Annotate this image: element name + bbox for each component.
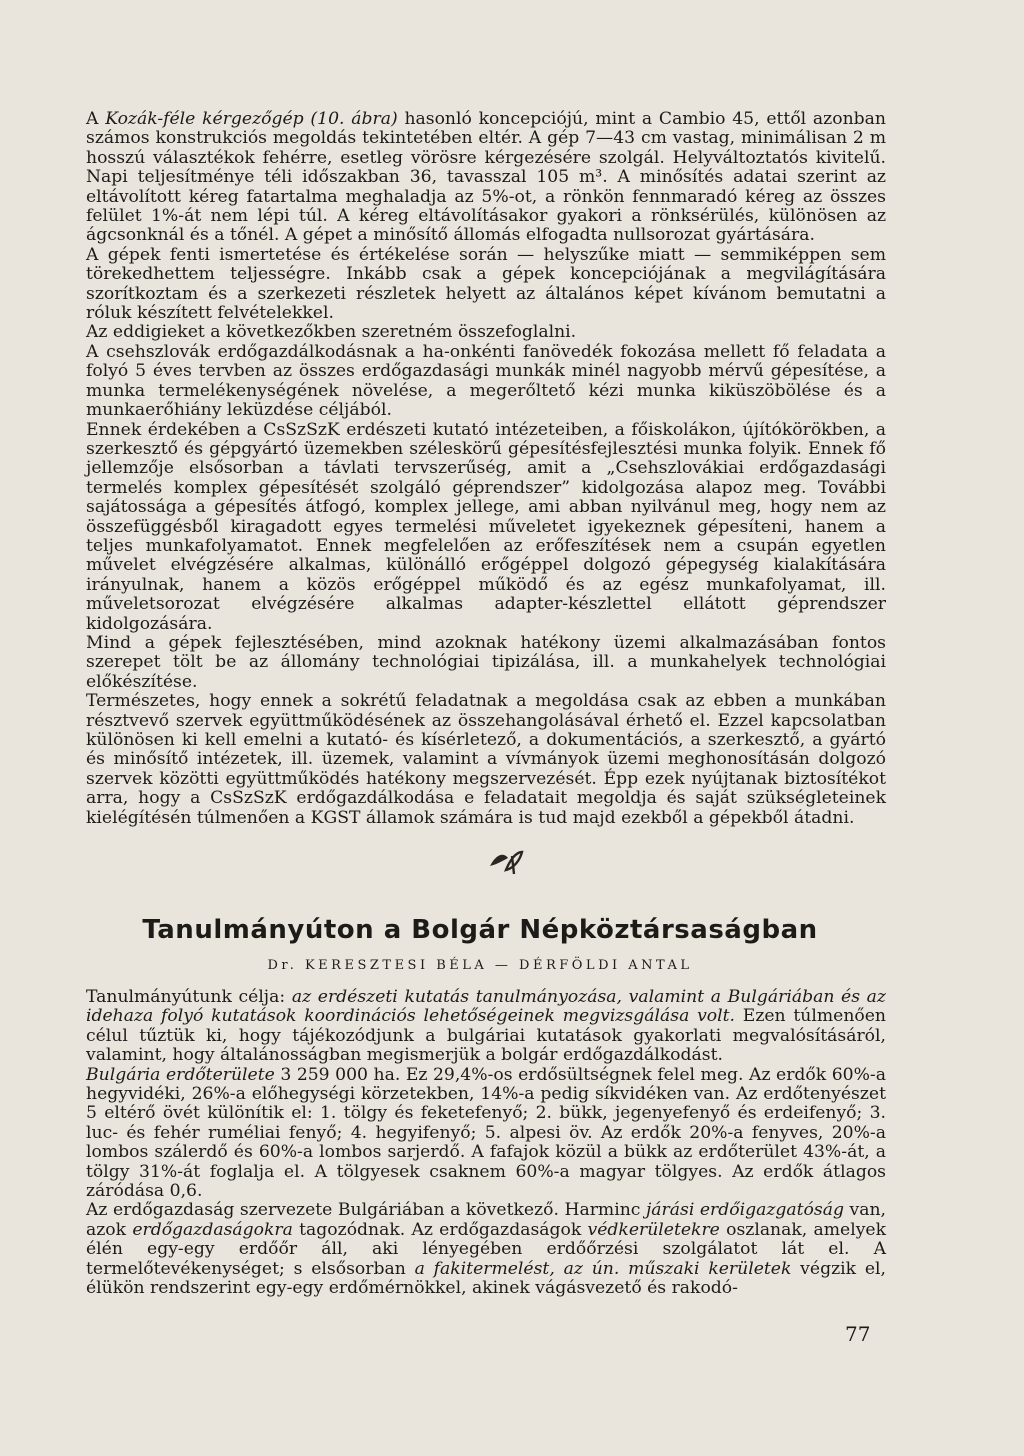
paragraph-6: Mind a gépek fejlesztésében, mind azoknak hatékony üzemi alkalmazásában fontos szerepet tölt be az állomány technológiai tipizálása, ill. a munkahelyek technológiai előkészítése. <box>86 632 886 692</box>
page-number: 77 <box>845 1322 871 1346</box>
italic-run: az erdészeti kutatás tanulmányozása, valamint a Bulgáriában és az idehaza folyó kutatások koordinációs lehetőségeinek megvizsgálása volt. <box>86 987 886 1027</box>
text-run: Tanulmányútunk célja: <box>86 987 292 1007</box>
machine-name: Kozák-féle kérgezőgép (10. ábra) <box>105 109 398 129</box>
text-run: 3 259 000 ha. Ez 29,4%-os erdősültségnek felel meg. Az erdők 60%-a hegyvidéki, 26%-a előhegységi körzetekben, 14%-a pedig síkvidéken van. Az erdőtenyészet 5 eltérő övét különítik el: 1. tölgy és feketefenyő; 2. bükk, jegenyefenyő és erdeifenyő; 3. luc- és fehér ruméliai fenyő; 4. hegyifenyő; 5. alpesi öv. Az erdők 20%-a fenyves, 20%-a lombos szálerdő és 60%-a lombos sarjerdő. A fafajok közül a bükk az erdőterület 43%-át, a tölgy 31%-át foglalja el. A tölgyesek csaknem 60%-a magyar tölgyes. Az erdők átlagos záródása 0,6. <box>86 1064 886 1202</box>
italic-run: erdőgazdaságokra <box>132 1219 293 1240</box>
article-paragraph-1 <box>86 988 886 1066</box>
article-body <box>86 988 886 1299</box>
paragraph-4: A csehszlovák erdőgazdálkodásnak a ha-onkénti fanövedék fokozása mellett fő feladata a folyó 5 éves tervben az összes erdőgazdasági munkák minél nagyobb mérvű gépesítése, a munka termelékenységének növelése, a megerőltető kézi munka kiküszöbölése és a munkaerőhiány leküzdése céljából. <box>86 341 886 421</box>
paragraph-7: Természetes, hogy ennek a sokrétű feladatnak a megoldása csak az ebben a munkában résztvevő szervek együttműködésének az összehangolásával érhető el. Ezzel kapcsolatban különösen ki kell emelni a kutató- és kísérletező, a dokumentációs, a szerkesztő, a gyártó és minősítő intézetek, ill. üzemek, valamint a vívmányok üzemi meghonosításán dolgozó szervek közötti együttműködés hatékony megszervezését. Épp ezek nyújtanak biztosítékot arra, hogy a CsSzSzK erdőgazdálkodása e feladatait megoldja és saját szükségleteinek kielégítésén túlmenően a KGST államok számára is tud majd ezekből a gépekből átadni. <box>86 691 886 828</box>
article-title: Tanulmányúton a Bolgár Népköztársaságban <box>142 915 818 945</box>
text-run: Az erdőgazdaság szervezete Bulgáriában a következő. Harminc <box>86 1200 646 1221</box>
italic-run: védkerületekre <box>587 1219 720 1240</box>
paragraph-5: Ennek érdekében a CsSzSzK erdészeti kutató intézeteiben, a főiskolákon, újítókörökben, a szerkesztő és gépgyártó üzemekben széleskörű gépesítésfejlesztési munka folyik. Ennek fő jellemzője elsősorban a távlati tervszerűség, amit a „Csehszlovákiai erdőgazdasági termelés komplex gépesítését szolgáló géprendszer” kidolgozása alapoz meg. További sajátossága a gépesítés átfogó, komplex jellege, ami abban nyilvánul meg, hogy nem az összefüggésből kiragadott egyes termelési műveletet igyekeznek gépesíteni, hanem a teljes munkafolyamatot. Ennek megfelelően az erőfeszítések nem a csupán egyetlen művelet elvégzésére alkalmas, különálló erőgéppel dolgozó gépegység kialakítására irányulnak, hanem a közös erőgéppel működő és az egész munkafolyamat, ill. műveletsorozat elvégzésére alkalmas adapter-készlettel ellátott géprendszer kidolgozására. <box>86 419 886 634</box>
paragraph-1: A Kozák-féle kérgezőgép (10. ábra) hasonló koncepciójú, mint a Cambio 45, ettől azonban számos konstrukciós megoldás tekintetében eltér. A gép 7—43 cm vastag, minimálisan 2 m hosszú választékok fehérre, esetleg vörösre kérgezésére szolgál. Helyváltoztatós kivitelű. Napi teljesítménye téli időszakban 36, tavasszal 105 m³. A minősítés adatai szerint az eltávolított kéreg fatartalma meghaladja az 5%-ot, a rönkön fennmaradó kéreg az összes felület 1%-át nem lépi túl. A kéreg eltávolításakor gyakori a rönksérülés, különösen az ágcsonknál és a tőnél. A gépet a minősítő állomás elfogadta nullsorozat gyártására. <box>86 109 886 246</box>
paragraph-3: Az eddigieket a következőkben szeretném összefoglalni. <box>86 322 577 343</box>
paragraph-1-rest: hasonló koncepciójú, mint a Cambio 45, ettől azonban számos konstrukciós megoldás tekintetében eltér. A gép 7—43 cm vastag, minimálisan 2 m hosszú választékok fehérre, esetleg vörösre kérgezésére szolgál. Helyváltoztatós kivitelű. Napi teljesítménye téli időszakban 36, tavasszal 105 m³. A minősítés adatai szerint az eltávolított kéreg fatartalma meghaladja az 5%-ot, a rönkön fennmaradó kéreg az összes felület 1%-át nem lépi túl. A kéreg eltávolításakor gyakori a rönksérülés, különösen az ágcsonknál és a tőnél. A gépet a minősítő állomás elfogadta nullsorozat gyártására. <box>86 109 886 246</box>
text-run: végzik el, élükön rendszerint egy-egy erdőmérnökkel, akinek vágásvezető és rakodó- <box>86 1258 886 1299</box>
text-run: oszlanak, amelyek élén egy-egy erdőőr áll, aki lényegében erdőőrzési szolgálatot lát el. A termelőtevékenységet; s elsősorban <box>86 1219 886 1279</box>
previous-article-continuation <box>86 110 886 828</box>
article-paragraph-3 <box>86 1201 886 1298</box>
article-authors: Dr. KERESZTESI BÉLA — DÉRFÖLDI ANTAL <box>267 958 693 973</box>
italic-run: a fakitermelést, az ún. műszaki kerületek <box>414 1258 792 1279</box>
text-run: van, azok <box>86 1200 886 1240</box>
text-run: tagozódnak. Az erdőgazdaságok <box>292 1219 588 1240</box>
article-paragraph-2 <box>86 1066 886 1202</box>
leaf-ornament-icon <box>486 846 526 876</box>
text-run: Ezen túlmenően célul tűztük ki, hogy tájékozódjunk a bulgáriai kutatások gyakorlati megvalósításáról, valamint, hogy általánosságban megismerjük a bolgár erdőgazdálkodást. <box>86 1006 886 1066</box>
paragraph-2: A gépek fenti ismertetése és értékelése során — helyszűke miatt — semmiképpen sem törekedhettem teljességre. Inkább csak a gépek koncepciójának a megvilágítására szorítkoztam és a szerkezeti részletek helyett az általános képet kívánom bemutatni a róluk készített felvételekkel. <box>86 244 886 324</box>
italic-run: Bulgária erdőterülete <box>86 1064 275 1085</box>
italic-run: járási erdőigazgatóság <box>645 1200 844 1221</box>
